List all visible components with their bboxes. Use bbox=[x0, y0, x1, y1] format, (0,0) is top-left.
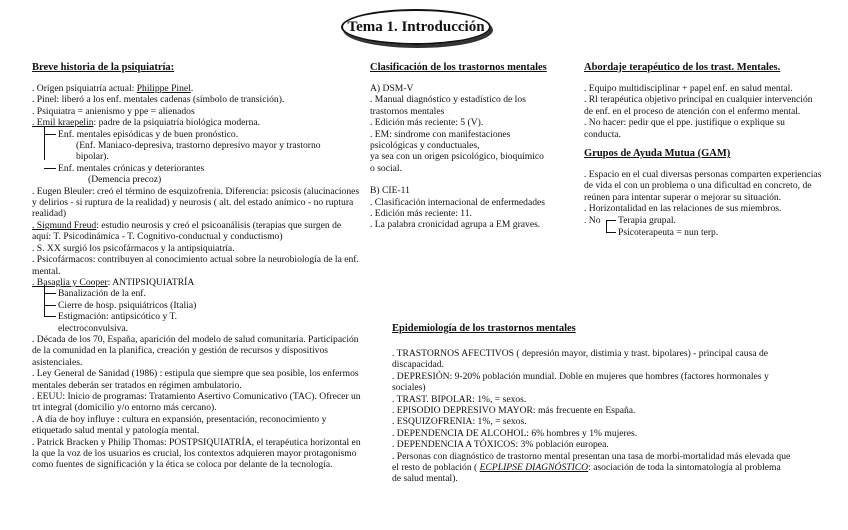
epidemiology-heading: Epidemiología de los trastornos mentales bbox=[392, 323, 576, 334]
pinel-name: Philippe Pinel bbox=[136, 83, 191, 94]
classification-line: . Clasificación internacional de enfermedades bbox=[370, 196, 546, 208]
kraepelin-tree bbox=[32, 129, 362, 186]
eclipse-term: ECPLIPSE DIAGNÓSTICO bbox=[479, 462, 589, 474]
classification-line: . Edición más reciente: 11. bbox=[370, 208, 472, 220]
therapy-column bbox=[584, 62, 824, 239]
epi-line: . DEPRESIÓN: 9-20% población mundial. Doble en mujeres que hombres (factores hormonales y sociales) bbox=[392, 370, 769, 394]
therapy-line: . No hacer: pedir que el ppe. justifique o explique su conducta. bbox=[584, 117, 785, 140]
classification-line: B) CIE-11 bbox=[370, 185, 410, 197]
therapy-line: . Rl terapéutica objetivo principal en cualquier intervención de enf. en el proceso de atención con el enfermo mental. bbox=[584, 94, 813, 117]
epi-line: . TRAST. BIPOLAR: 1%, = sexos. bbox=[392, 393, 527, 405]
history-line: . Psicofármacos: contribuyen al conocimiento actual sobre la neurobiología de la enf. mental. bbox=[32, 254, 359, 277]
epi-line: . EPISODIO DEPRESIVO MAYOR: más frecuente en España. bbox=[392, 405, 636, 417]
tree-item: Enf. mentales episódicas y de buen pronóstico. bbox=[58, 129, 362, 140]
history-line: . EEUU: Inicio de programas: Tratamiento Asertivo Comunicativo (TAC). Ofrecer un trt integral (domicilio y/o entorno más cercano). bbox=[32, 390, 361, 414]
tree-connector bbox=[44, 285, 45, 316]
classification-heading: Clasificación de los trastornos mentales bbox=[370, 62, 547, 73]
tree-item: Enf. mentales crónicas y deteriorantes bbox=[58, 163, 362, 174]
tree-connector bbox=[44, 126, 45, 160]
epi-line: . DEPENDENCIA A TÓXICOS: 3% población europea. bbox=[392, 439, 609, 451]
gam-no-tree bbox=[584, 215, 824, 239]
tree-item-note: (Demencia precoz) bbox=[88, 174, 162, 186]
classification-line: A) DSM-V bbox=[370, 83, 414, 94]
epidemiology-section bbox=[392, 323, 792, 485]
classification-column bbox=[370, 62, 550, 231]
history-line: . Origen psiquiatría actual: Philippe Pinel. bbox=[32, 83, 194, 94]
tree-item: Cierre de hosp. psiquiátricos (Italia) bbox=[58, 300, 362, 311]
therapy-line: . Equipo multidisciplinar + papel enf. en salud mental. bbox=[584, 83, 793, 94]
tree-connector bbox=[606, 220, 607, 232]
gam-tree-item: Psicoterapeuta = nun terp. bbox=[618, 226, 719, 238]
tree-item-note: (Enf. Maniaco-depresiva, trastorno depresivo mayor y trastorno bipolar). bbox=[76, 140, 321, 163]
history-heading: Breve historia de la psiquiatría: bbox=[32, 62, 175, 73]
history-line: . Ley General de Sanidad (1986) : estipula que siempre que sea posible, los enfermos mentales deberán ser tratados en régimen ambulatorio. bbox=[32, 368, 359, 391]
gam-tree-item: Terapia grupal. bbox=[618, 214, 676, 226]
epi-line: . TRASTORNOS AFECTIVOS ( depresión mayor, distimia y trast. bipolares) - principal causa de discapacidad. bbox=[392, 348, 769, 371]
classification-line: . EM: síndrome con manifestaciones psicológicas y conductuales, bbox=[370, 128, 511, 152]
history-line: . Eugen Bleuler: creó el término de esquizofrenia. Diferencia: psicosis (alucinaciones y delirios - si ruptura de la realidad) y neurosis ( alt. del estado anímico - no ruptura realidad) bbox=[32, 185, 360, 220]
history-column bbox=[32, 62, 362, 471]
history-line: . Pinel: liberó a los enf. mentales cadenas (símbolo de transición). bbox=[32, 94, 285, 106]
history-line: . Emil kraepelin: padre de la psiquiatría biológica moderna. bbox=[32, 117, 261, 129]
tree-item: Estigmación: antipsicótico y T. electroconvulsiva. bbox=[58, 311, 208, 334]
classification-line: . Edición más reciente: 5 (V). bbox=[370, 117, 484, 129]
gam-line: . Horizontalidad en las relaciones de sus miembros. bbox=[584, 203, 782, 215]
epi-line: . Personas con diagnóstico de trastorno mental presentan una tasa de morbi-mortalidad más elevada que el resto de población ( ECPLIPSE DIAGNÓSTICO: asociación de toda la sintomatología al problema de salud mental). bbox=[392, 450, 791, 485]
epi-line: . ESQUIZOFRENIA: 1%, = sexos. bbox=[392, 416, 527, 428]
classification-line: . Manual diagnóstico y estadístico de los trastornos mentales bbox=[370, 94, 526, 117]
classification-line: ya sea con un origen psicológico, bioquímico o social. bbox=[370, 151, 544, 174]
epi-line: . DEPENDENCIA DE ALCOHOL: 6% hombres y 1% mujeres. bbox=[392, 427, 638, 439]
history-line: . Década de los 70, España, aparición del modelo de salud comunitaria. Participación de la comunidad en la planifica, creación y gestión de recursos y dispositivos asistenciales. bbox=[32, 333, 359, 368]
history-line: . Patrick Bracken y Philip Thomas: POSTPSIQUIATRÍA, el terapéutica horizontal en la que la voz de los usuarios es crucial, los contextos adquieren mayor protagonismo como fuentes de significación y la ética se coloca por delante de la tecnología. bbox=[32, 436, 361, 471]
tree-item: Banalización de la enf. bbox=[58, 288, 362, 299]
classification-line: . La palabra cronicidad agrupa a EM graves. bbox=[370, 219, 541, 231]
page-title: Tema 1. Introducción bbox=[341, 9, 491, 45]
history-line: . S. XX surgió los psicofármacos y la antipsiquiatría. bbox=[32, 242, 235, 254]
gam-no-label: . No bbox=[584, 214, 601, 226]
history-line: . Psiquiatra = anienismo y ppe = alienados bbox=[32, 105, 195, 117]
gam-line: . Espacio en el cual diversas personas comparten experiencias de vida el con un problema o una dificultad en concreto, de reúnen para intentar superar o mejorar su situación. bbox=[584, 169, 822, 203]
antipsiquiatria-tree bbox=[32, 288, 362, 334]
gam-heading: Grupos de Ayuda Mutua (GAM) bbox=[584, 148, 731, 160]
history-line: . Sigmund Freud: estudio neurosis y creó el psicoanálisis (terapias que surgen de aquí: T. Psicodinámica - T. Cognitivo-conductual y conductismo) bbox=[32, 219, 342, 243]
history-line: . Basaglia y Cooper: ANTIPSIQUIATRÍA bbox=[32, 276, 195, 288]
history-line: . A día de hoy influye : cultura en expansión, presentación, reconocimiento y etiquetado salud mental y patología mental. bbox=[32, 413, 327, 437]
therapy-heading: Abordaje terapéutico de los trast. Mentales. bbox=[584, 62, 781, 73]
